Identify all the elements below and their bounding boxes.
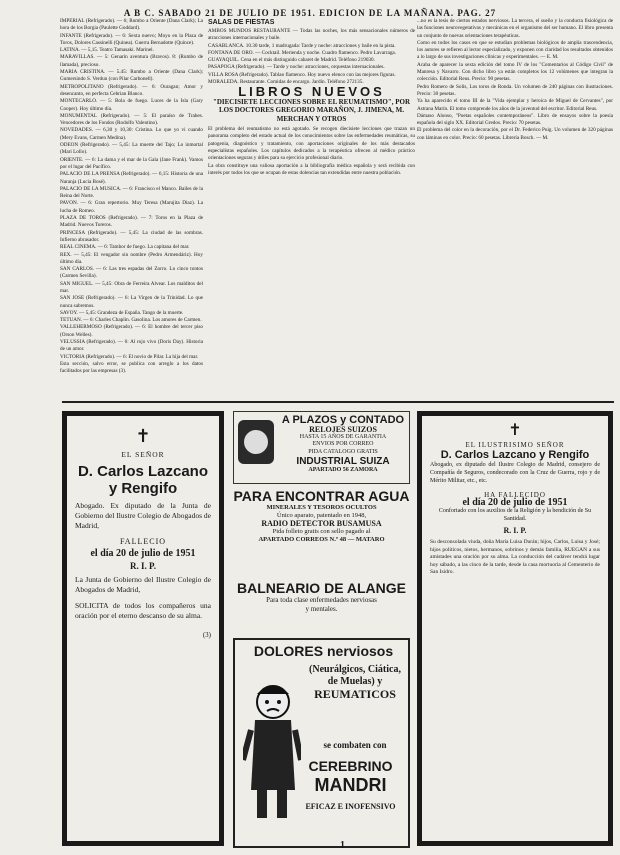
review-paragraph: El problema del reumatismo no está agotado. Se recogen diecisiete lecciones que trazan un panorama completo del estado actual de los conocimientos sobre las enfermedades reumáticas, su patogenia, diagnóstico y tratamiento, con aportaciones originales de los más destacados especialistas españoles. Los capítulos dedicados a la terapéutica ofrecen al médico práctico orientaciones seguras y útiles para su ejercicio profesional diario. — [208, 126, 415, 162]
cinema-listing: REAL CINEMA. — 6: Tambor de fuego. La capitana del mar. — [60, 244, 190, 251]
obit-name: D. Carlos Lazcano y Rengifo — [77, 463, 209, 497]
agua-address: APARTADO CORREOS N.º 48 — MATARO — [258, 536, 385, 543]
cinema-listing: PAVON. — 6: Gran repertorio. Muy Teresa (Marujita Diaz). La lucha de Romeo. — [60, 200, 203, 214]
cinema-listing: PALACIO DE LA MUSICA. — 6: Francisco el Manco. Bailes de la Reina del Norte. — [60, 185, 203, 200]
cross-icon: ✝ — [508, 422, 522, 439]
cinema-listing: VALLEHERMOSO (Refrigerado). — 6: El hombre del tercer piso (Orson Welles). — [60, 324, 203, 338]
cerebrino-brand: CEREBRINO — [308, 758, 393, 774]
libros-nuevos-title: LIBROS NUEVOS — [238, 84, 385, 100]
dolores-title: DOLORES nerviosos — [253, 643, 394, 659]
plazos-headline: A PLAZOS y CONTADO — [281, 414, 405, 426]
book-title: "DIECISIETE LECCIONES SOBRE EL REUMATISMO", POR LOS DOCTORES GREGORIO MARAÑON, J. JIMENA, M. MERCHAN Y OTROS — [212, 97, 411, 123]
plazos-product: RELOJES SUIZOS — [309, 425, 377, 434]
dolores-combat: se combaten con — [323, 740, 387, 750]
obit-description: Abogado. Ex diputado de la Junta de Gobierno del Ilustre Colegio de Abogados de Madrid, — [75, 501, 211, 530]
cinema-listing: PLAZA DE TOROS (Refrigerado). — 7: Toros en la Plaza de Madrid. Nuevos Toreros. — [60, 215, 203, 229]
salas-heading: SALAS DE FIESTAS — [208, 19, 275, 26]
page-mark: 1 — [340, 840, 345, 851]
cinema-listing: SAN MIGUEL. — 5,45: Obra de Ferreira Alvear. Los malditos del mar. — [60, 280, 203, 294]
cinema-listing: LATINA. — 5,15. Teatro Tamasaki. Marinel. — [60, 47, 154, 54]
obit-rip: R. I. P. — [503, 526, 527, 535]
plazos-shipping: ENVIOS POR CORREO — [312, 441, 374, 447]
nightclub-listing: PASAPOGA (Refrigerado). — Tarde y noche: atracciones, orquestas internacionales. — [208, 64, 385, 71]
obit-name: D. Carlos Lazcano y Rengifo — [440, 449, 590, 461]
obit-code: (3) — [202, 631, 211, 639]
obit-fallecio: FALLECIO — [119, 537, 167, 546]
salas-list — [208, 28, 415, 86]
review-paragraph: La obra constituye una valiosa aportación a la bibliografía médica española y será recibida con interés por todos los que se ocupan de estas dolencias tan extendidas entre nuestra población. — [208, 162, 415, 176]
nightclub-listing: VILLA ROSA (Refrigerado). Tablao flamenco. Hoy nuevo elenco con las mejores figuras. — [208, 71, 396, 78]
review-paragraph: El problema del color en la decoración, por el Dr. Federico Puig. Un volumen de 320 páginas con láminas en color. Precio: 60 pesetas. Librería Bosch. — M. — [417, 127, 613, 141]
alange-line2: y mentales. — [305, 605, 338, 613]
agua-line2: Único aparato, patentado en 1948, — [276, 512, 367, 519]
cinema-listing: TETUAN. — 6: Charles Chaplin. Gasolina. Los amores de Carmen. — [60, 317, 202, 324]
obit-rip: R. I. P. — [130, 561, 156, 571]
cerebrino-ad — [233, 638, 410, 848]
obit-date: el día 20 de julio de 1951 — [90, 548, 196, 559]
obit-honorific: EL SEÑOR — [121, 450, 165, 459]
suffering-man-illustration — [243, 680, 301, 820]
watch-ad — [233, 411, 410, 484]
nightclub-listing: FONTANA DE ORO. — Cocktail. Merienda y noche. Cuadro flamenco. Pedro Lavarraga. — [208, 49, 397, 56]
review-paragraph: Acaba de aparecer la sexta edición del tomo IV de los "Comentarios al Código Civil" de Manresa y Navarro. Con dicho libro ya están completos los 12 volúmenes que integran la colección. Editorial Reus. Precio: 90 pesetas. — [417, 61, 613, 83]
water-detector-ad — [233, 488, 410, 576]
dolores-line2: de Muelas) y — [327, 676, 383, 687]
dolores-tagline: EFICAZ E INOFENSIVO — [305, 802, 396, 811]
obit-honorific: EL ILUSTRISIMO SEÑOR — [465, 441, 565, 449]
cinema-listing: ODEON (Refrigerado). — 5,45: La muerte del Tajo; Lo inmortal (Mari Lollo). — [60, 142, 203, 156]
nightclub-listing: MORALEDA. Restaurante. Comidas de encargo. Jardín. Teléfono 272135. — [208, 79, 364, 86]
cinema-listing: MONTECARLO. — 5: Bola de fuego. Luces de la Isla (Gary Cooper). Hoy último día. — [60, 98, 203, 112]
obit-after: Confortado con los auxilios de la Religión y la bendición de Su Santidad. — [438, 508, 592, 522]
nightclub-listing: AMBOS MUNDOS RESTAURANTE — Todas las noches, los más sensacionales números de atracciones internacionales y baile. — [208, 28, 415, 42]
cinema-listing: SAN JOSE (Refrigerado). — 6: La Virgen de la Trinidad. Lo que nunca sabremos. — [60, 295, 203, 309]
nightclub-listing: CASABLANCA. 10.30 tarde, 1 madrugada: Tarde y noche: atracciones y baile en la pista. — [208, 42, 396, 49]
nightclubs-and-books-column — [208, 18, 415, 400]
cinema-listing: REX. — 5,45: El vengador sin nombre (Pedro Armendáriz). Hoy último día. — [60, 251, 203, 265]
balneario-ad — [233, 580, 410, 632]
obituary-right — [417, 411, 613, 846]
nightclub-listing: GUAYAQUIL. Cena en el más distinguido cabaret de Madrid. Teléfono 219030. — [208, 57, 375, 64]
agua-line4: Pida folleto gratis con sello pagado al — [272, 528, 371, 535]
cinema-listing: METROPOLITANO (Refrigerado). — 6: Ouragan; Amor y desencanto, en perfecta Cebrian Blanco. — [60, 83, 203, 97]
obituary-left — [62, 411, 224, 846]
obit-date: el día 20 de julio de 1951 — [462, 497, 568, 508]
obit-family-note: Su desconsolada viuda, doña María Luisa Durán; hijos, Carlos, Luisa y José; hijos políticos, nietos, hermanos, sobrinos y demás familia, RUEGAN a sus amistades una oración por su alma. La conducción del cadáver tendrá lugar hoy sábado, a las cinco de la tarde, desde la casa mortuoria al Cementerio de San Isidro. — [430, 539, 600, 575]
cinema-listing: MARAVILLAS. — 5: Genarin aventura (Bravos). 8: (Rumbo de llamada), precioso. — [60, 54, 203, 68]
cinema-listing: IMPERIAL (Refrigerado). — 6; Rumbo a Oriente (Dana Clark); La hora de los Borgia (Paulette Goddard). — [60, 18, 203, 32]
mandri-brand: MANDRI — [314, 775, 387, 795]
review-paragraph: Como en todos los casos en que se estudian problemas biológicos de amplia trascendencia, los autores se refieren al lector especializado, y exponen con claridad los resultados obtenidos a lo largo de sus investigaciones clínicas y experimentales. — E. M. — [417, 39, 613, 61]
dolores-line1: (Neurálgicos, Ciática, — [309, 664, 401, 675]
watch-icon — [238, 420, 274, 464]
book-review — [208, 126, 415, 177]
plazos-address: APARTADO 56 ZAMORA — [308, 467, 378, 473]
obit-description: Abogado, ex diputado del Ilustre Colegio de Madrid, consejero de Compañía de Seguros, condecorado con la Cruz de Guerra, rojo y de Mérito Militar, etc., etc. — [430, 462, 600, 484]
alange-line1: Para toda clase enfermedades nerviosas — [266, 596, 377, 604]
cinema-listing: NOVEDADES. — 6,30 y 10,30: Cristina. Lo que yo vi cuando (Mery Evans, Carmen Medina). — [60, 127, 203, 141]
cinema-listing: SAVOY. — 5,45: Grandeza de España. Tango de la muerte. — [60, 309, 184, 316]
review-paragraph: ...no es la tesis de ciertos estados nerviosos. La tercera, el sueño y la conducta fisiológica de las funciones neurovegetativas y mecánicas en el organismo del ser humano. El libro presenta un conjunto de nuevas orientaciones terapéuticas. — [417, 18, 613, 39]
obit-request: SOLICITA de todos los compañeros una oración por el eterno descanso de su alma. — [75, 601, 211, 620]
page-header: A B C. SABADO 21 DE JULIO DE 1951. EDICION DE LA MAÑANA. PAG. 27 — [123, 8, 497, 18]
plazos-guarantee: HASTA 15 AÑOS DE GARANTIA — [299, 433, 387, 440]
section-divider — [62, 401, 614, 403]
cinema-listing: SAN CARLOS. — 6: Las tres espadas del Zorro. Lo cinco tontos (Carmen Sevilla). — [60, 266, 203, 280]
agua-product: RADIO DETECTOR BUSAMUSA — [261, 519, 382, 528]
alange-title: BALNEARIO DE ALANGE — [236, 580, 407, 596]
cinema-listing: INFANTE (Refrigerado). — 6: Sexta nuevo; Moyo en la Plaza de Toros, Dolores Cassinelli (Quinea). Guerra Bernadotte (Quince). — [60, 32, 203, 46]
cinema-listings-column — [60, 18, 203, 400]
plazos-catalog: PIDA CATALOGO GRATIS — [308, 448, 378, 455]
cinema-listing: PALACIO DE LA PRENSA (Refrigerado). — 6,15: Historia de una Naranja (Lucia Bosé). — [60, 171, 203, 185]
review-paragraph: Ya ha aparecido el tomo III de la "Vida ejemplar y heroica de Miguel de Cervantes", por Astrana Marín. El tomo comprende los años de la juventud del escritor. Editorial Reus. — [417, 98, 613, 112]
cinema-listing: ORIENTE. — 6: La dama y el mar de la Gala (Jane Frank). Vamos por el lugar del Pacífico. — [60, 156, 203, 170]
cinema-listing: VICTORIA (Refrigerado). — 6: El novio de Pilar. La hija del mar. — [60, 353, 199, 360]
cinema-listing: MONUMENTAL (Refrigerado). — 5: El paraíso de Trabes. Vencedores de los Fondos (Rodolfo Valentino). — [60, 112, 203, 127]
review-paragraph: Dámaso Alonso, "Poetas españoles contemporáneos". Libro de ensayos sobre la poesía española del siglo XX. Editorial Gredos. Precio: 70 pesetas. — [417, 112, 613, 127]
cross-icon: ✝ — [135, 426, 151, 446]
book-reviews-column — [417, 18, 613, 400]
agua-line1: MINERALES Y TESOROS OCULTOS — [266, 504, 377, 511]
obit-junta: La Junta de Gobierno del Ilustre Colegio de Abogados de Madrid, — [75, 575, 211, 594]
dolores-line3: REUMATICOS — [314, 687, 396, 701]
review-paragraph: Pedro Romero de Solís, Los toros de Ronda. Un volumen de 240 páginas con ilustraciones. Precio: 30 pesetas. — [417, 83, 613, 97]
obit-fallecio: HA FALLECIDO — [484, 491, 546, 499]
agua-title: PARA ENCONTRAR AGUA — [233, 488, 410, 504]
plazos-brand: INDUSTRIAL SUIZA — [296, 456, 390, 467]
cinema-listing: PRINCESA (Refrigerado). — 5,45: La ciudad de las sombras. Infierno abrasador. — [60, 229, 203, 243]
cinema-listing: MARIA CRISTINA. — 5.45: Rumbo a Oriente (Dana Clark); Gumersindo S. Verdun (con Pilar Carbonell). — [60, 69, 203, 83]
cinema-listing: VELUSSIA (Refrigerado). — 6: Al rojo vivo (Doris Day). Historia de un amor. — [60, 339, 203, 353]
cinema-listing: Esta sección, salvo error, se publica con arreglo a los datos facilitados por las empresas (3). — [60, 360, 203, 375]
